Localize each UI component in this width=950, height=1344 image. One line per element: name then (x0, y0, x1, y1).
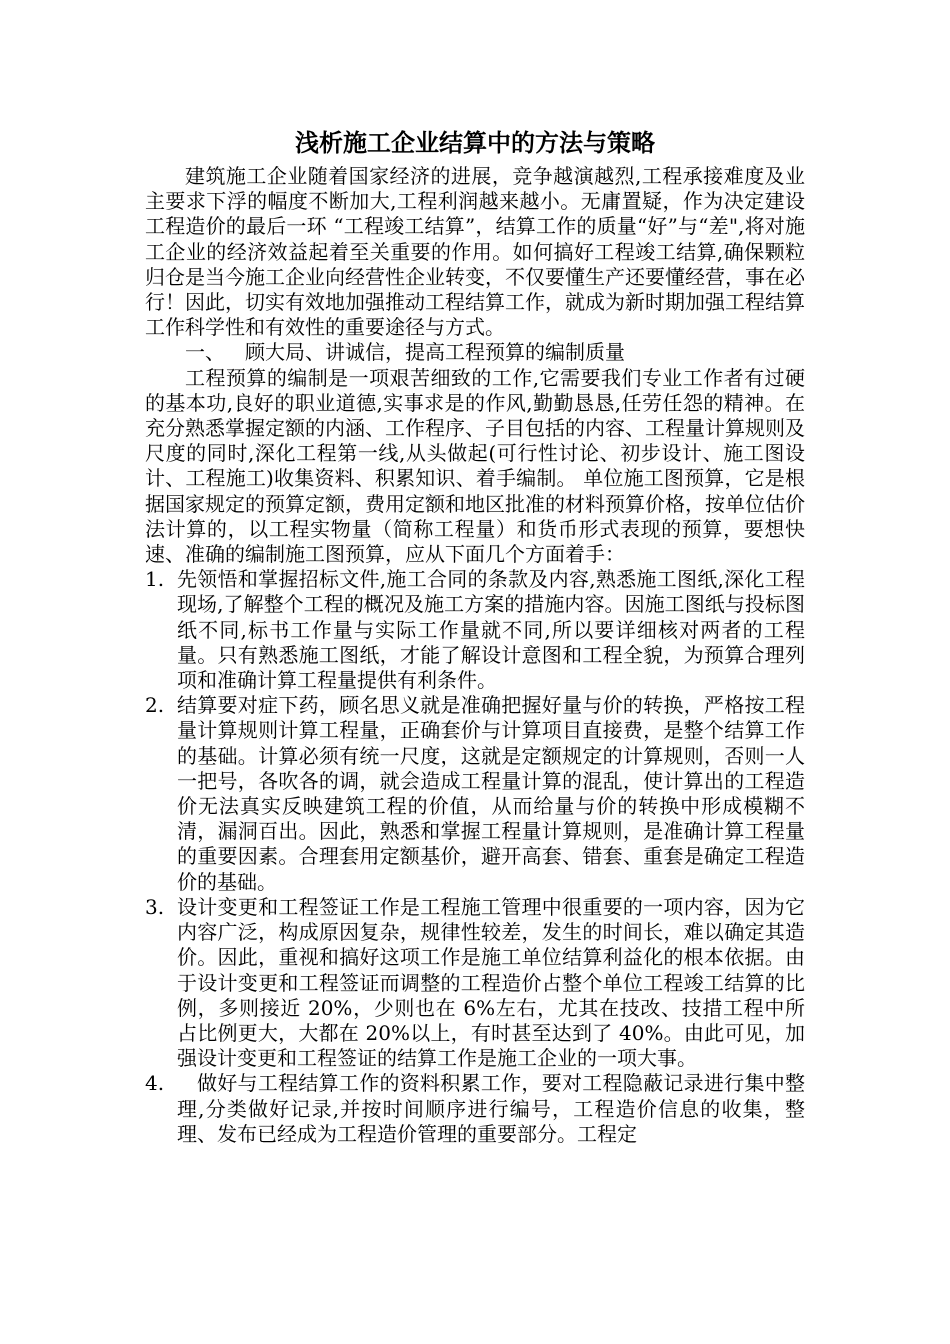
list-item-number: 3. (145, 894, 165, 919)
list-item-text: 结算要对症下药，顾名思义就是准确把握好量与价的转换，严格按工程量计算规则计算工程量，正确套价与计算项目直接费，是整个结算工作的基础。计算必须有统一尺度，这就是定额规定的计算规则，否则一人一把号，各吹各的调，就会造成工程量计算的混乱，使计算出的工程造价无法真实反映建筑工程的价值，从而给量与价的转换中形成模糊不清，漏洞百出。因此，熟悉和掌握工程量计算规则，是准确计算工程量的重要因素。合理套用定额基价，避开高套、错套、重套是确定工程造价的基础。 (177, 693, 805, 894)
list-item-number: 1. (145, 567, 165, 592)
document-title: 浅析施工企业结算中的方法与策略 (295, 128, 655, 157)
list-item-text: 设计变更和工程签证工作是工程施工管理中很重要的一项内容，因为它内容广泛，构成原因复杂，规律性较差，发生的时间长，难以确定其造价。因此，重视和搞好这项工作是施工单位结算利益化的根本依据。由于设计变更和工程签证而调整的工程造价占整个单位工程竣工结算的比例，多则接近 20%，少则也在 6%左右，尤其在技改、技措工程中所占比例更大，大都在 20%以上，有时甚至达到了 40%。由此可见，加强设计变更和工程签证的结算工作是施工企业的一项大事。 (177, 894, 805, 1071)
list-item-number: 2. (145, 693, 165, 718)
numbered-list (145, 567, 805, 1147)
list-item (145, 895, 805, 1071)
section-paragraph: 工程预算的编制是一项艰苦细致的工作,它需要我们专业工作者有过硬的基本功,良好的职业道德,实事求是的作风,勤勤恳恳,任劳任怨的精神。在充分熟悉掌握定额的内涵、工作程序、子目包括的内容、工程量计算规则及尺度的同时,深化工程第一线,从头做起(可行性讨论、初步设计、施工图设计、工程施工)收集资料、积累知识、着手编制。 单位施工图预算，它是根据国家规定的预算定额，费用定额和地区批准的材料预算价格，按单位估价法计算的，以工程实物量（简称工程量）和货币形式表现的预算，要想快速、准确的编制施工图预算，应从下面几个方面着手： (145, 365, 805, 567)
section-number: 一、 (185, 340, 225, 365)
list-item (145, 567, 805, 693)
document-page (145, 128, 805, 1147)
intro-paragraph: 建筑施工企业随着国家经济的进展，竞争越演越烈,工程承接难度及业主要求下浮的幅度不断加大,工程利润越来越小。无庸置疑，作为决定建设工程造价的最后一环 “工程竣工结算”，结算工作的质量“好”与“差",将对施工企业的经济效益起着至关重要的作用。如何搞好工程竣工结算,确保颗粒归仓是当今施工企业向经营性企业转变，不仅要懂生产还要懂经营，事在必行！因此，切实有效地加强推动工程结算工作，就成为新时期加强工程结算工作科学性和有效性的重要途径与方式。 (145, 164, 805, 340)
list-item (145, 1071, 805, 1147)
list-item-number: 4. (145, 1071, 165, 1096)
section-heading-text: 顾大局、讲诚信，提高工程预算的编制质量 (245, 340, 625, 365)
section-heading (145, 340, 805, 365)
list-item-text: 做好与工程结算工作的资料积累工作，要对工程隐蔽记录进行集中整理,分类做好记录,并按时间顺序进行编号，工程造价信息的收集，整理、发布已经成为工程造价管理的重要部分。工程定 (177, 1071, 805, 1146)
list-item-text: 先领悟和掌握招标文件,施工合同的条款及内容,熟悉施工图纸,深化工程现场,了解整个工程的概况及施工方案的措施内容。因施工图纸与投标图纸不同,标书工作量与实际工作量就不同,所以要详细核对两者的工程量。只有熟悉施工图纸，才能了解设计意图和工程全貌，为预算合理列项和准确计算工程量提供有利条件。 (177, 567, 805, 693)
list-item (145, 693, 805, 895)
